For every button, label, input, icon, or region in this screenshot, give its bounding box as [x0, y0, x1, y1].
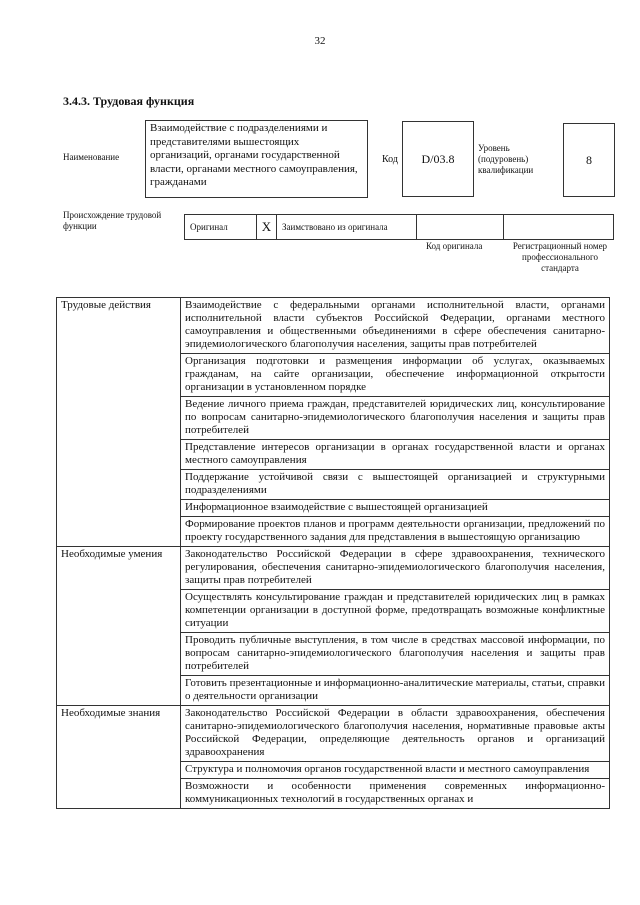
category-cell: Трудовые действия	[57, 298, 181, 547]
level-label: Уровень (подуровень) квалификации	[478, 143, 534, 175]
table-cell: Осуществлять консультирование граждан и представителей юридических лиц в рамках компетенции организации в доступной форме, предотвращать возможные конфликтные ситуации	[181, 590, 610, 633]
table-row	[57, 706, 610, 762]
name-value: Взаимодействие с подразделениями и представителями вышестоящих организаций, органами государственной власти, органами местного самоуправления, гражданами	[145, 120, 368, 198]
table-cell: Организация подготовки и размещения информации об услугах, оказываемых гражданам, на сайте организации, обеспечение информационной открытости организации в установленном порядке	[181, 354, 610, 397]
table-cell: Ведение личного приема граждан, представителей юридических лиц, консультирование по вопросам санитарно-эпидемиологического благополучия населения и защиты прав потребителей	[181, 397, 610, 440]
category-cell: Необходимые умения	[57, 547, 181, 706]
function-table	[56, 297, 610, 809]
category-cell: Необходимые знания	[57, 706, 181, 809]
name-label: Наименование	[63, 152, 120, 162]
table-row	[57, 298, 610, 354]
section-title: 3.4.3. Трудовая функция	[63, 94, 195, 108]
table-cell: Законодательство Российской Федерации в области здравоохранения, обеспечения санитарно-эпидемиологического благополучия населения, нормативные правовые акты Российской Федерации, определяющие деятельность органов и организаций здравоохранения	[181, 706, 610, 762]
table-cell: Готовить презентационные и информационно-аналитические материалы, статьи, справки о деятельности организации	[181, 676, 610, 706]
table-cell: Поддержание устойчивой связи с вышестоящей организацией и структурными подразделениями	[181, 470, 610, 500]
page-number: 32	[314, 35, 326, 47]
table-cell: Информационное взаимодействие с вышестоящей организацией	[181, 500, 610, 517]
table-row	[57, 547, 610, 590]
original-mark: X	[257, 215, 277, 239]
code-value: D/03.8	[402, 121, 474, 197]
reg-number-cell	[504, 215, 613, 239]
level-value: 8	[563, 123, 615, 197]
table-cell: Взаимодействие с федеральными органами исполнительной власти, органами исполнительной власти субъектов Российской Федерации, органами местного самоуправления и общественными объединениями в сфере обеспечения санитарно-эпидемиологического благополучия населения, защиты прав потребителей	[181, 298, 610, 354]
table-cell: Представление интересов организации в органах государственной власти и органах местного самоуправления	[181, 440, 610, 470]
origin-row	[184, 214, 614, 240]
borrowed-label: Заимствовано из оригинала	[277, 215, 417, 239]
table-cell: Структура и полномочия органов государственной власти и местного самоуправления	[181, 762, 610, 779]
table-cell: Проводить публичные выступления, в том числе в средствах массовой информации, по вопросам санитарно-эпидемиологического благополучия населения и защиты прав потребителей	[181, 633, 610, 676]
original-label: Оригинал	[190, 222, 228, 232]
original-cell	[185, 215, 257, 239]
table-cell: Возможности и особенности применения современных информационно-коммуникационных технологий в государственных органах и	[181, 779, 610, 809]
table-cell: Формирование проектов планов и программ деятельности организации, предложений по проекту государственного задания для представления в вышестоящую организацию	[181, 517, 610, 547]
origin-label: Происхождение трудовой функции	[63, 210, 162, 231]
code-original-cell	[417, 215, 504, 239]
code-label: Код	[382, 154, 398, 165]
code-original-label: Код оригинала	[426, 241, 483, 251]
table-cell: Законодательство Российской Федерации в сфере здравоохранения, технического регулирования, обеспечения санитарно-эпидемиологического благополучия населения, защиты прав потребителей	[181, 547, 610, 590]
reg-number-label: Регистрационный номер профессионального стандарта	[512, 241, 608, 273]
